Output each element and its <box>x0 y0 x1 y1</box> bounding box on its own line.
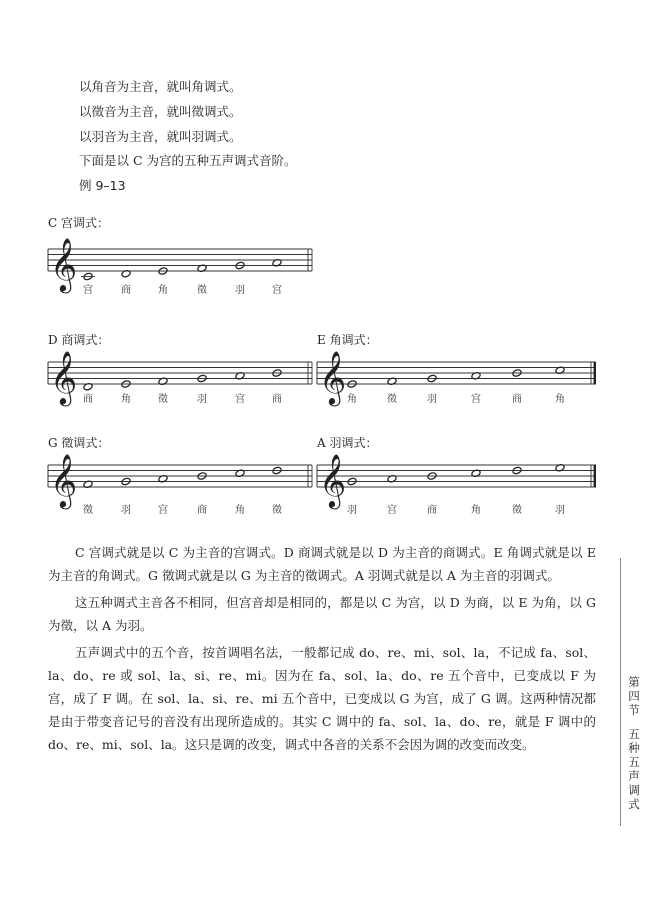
mode-title-g-zhi: G 徵调式： <box>48 436 110 450</box>
mode-title-a-yu: A 羽调式： <box>317 436 378 450</box>
note-label: 宫 <box>387 505 397 516</box>
staff-1 <box>48 350 312 406</box>
example-label: 例 9–13 <box>79 178 126 193</box>
paragraph-2: 这五种调式主音各不相同，但宫音却是相同的，都是以 C 为宫，以 D 为商，以 E 为角，以 G 为徵，以 A 为羽。 <box>48 595 596 633</box>
note-label: 角 <box>347 394 357 405</box>
staff-0 <box>48 237 312 296</box>
treble-clef-icon: 𝄞 <box>50 350 78 404</box>
note-label: 宫 <box>158 505 168 516</box>
note-label: 宫 <box>83 285 93 296</box>
intro-line-2: 以徵音为主音，就叫徵调式。 <box>79 104 242 119</box>
note-label: 羽 <box>235 285 245 296</box>
side-section-label: 第四节 <box>628 675 640 717</box>
note-label: 角 <box>235 505 245 516</box>
note-label: 商 <box>272 394 282 405</box>
note-label: 商 <box>83 394 93 405</box>
note-label: 徵 <box>387 394 397 405</box>
note-label: 商 <box>512 394 522 405</box>
note-label: 商 <box>121 285 131 296</box>
paragraph-1: C 宫调式就是以 C 为主音的宫调式。D 商调式就是以 D 为主音的商调式。E 角调式就是以 E 为主音的角调式。G 徵调式就是以 G 为主音的徵调式。A 羽调式就是以 A 为主音的羽调式。 <box>48 545 596 583</box>
side-section-title: 五种五声调式 <box>628 727 640 811</box>
note-label: 徵 <box>512 505 522 516</box>
paragraph-3: 五声调式中的五个音，按首调唱名法，一般都记成 do、re、mi、sol、la，不记成 fa、sol、la、do、re 或 sol、la、si、re、mi。因为在 fa、sol、la、do、re 五个音中，已变成以 F 为宫，成了 F 调。在 sol、la、si、re、mi 五个音中，已变成以 G 为宫，成了 G 调。这两种情况都是由于带变音记号的音没有出现所造成的。其实 C 调中的 fa、sol、la、do、re，就是 F 调中的 do、re、mi、sol、la。这只是调的改变，调式中各音的关系不会因为调的改变而改变。 <box>48 645 596 752</box>
staff-4 <box>317 453 596 516</box>
note-label: 徵 <box>272 505 282 516</box>
note-label: 商 <box>427 505 437 516</box>
intro-line-3: 以羽音为主音，就叫羽调式。 <box>79 129 242 144</box>
side-rule <box>620 558 621 826</box>
staff-3 <box>48 453 312 516</box>
mode-title-d-shang: D 商调式： <box>48 333 110 347</box>
intro-line-1: 以角音为主音，就叫角调式。 <box>79 79 242 94</box>
note-label: 角 <box>555 394 565 405</box>
treble-clef-icon: 𝄞 <box>50 453 78 507</box>
note-label: 徵 <box>197 285 207 296</box>
body-text <box>48 541 596 756</box>
note-label: 宫 <box>471 394 481 405</box>
note-label: 宫 <box>272 285 282 296</box>
note-label: 角 <box>121 394 131 405</box>
note-label: 徵 <box>83 505 93 516</box>
note-label: 羽 <box>427 394 437 405</box>
note-label: 商 <box>197 505 207 516</box>
mode-title-e-jue: E 角调式： <box>317 333 378 347</box>
treble-clef-icon: 𝄞 <box>50 237 78 291</box>
note-label: 徵 <box>158 394 168 405</box>
note-label: 宫 <box>235 394 245 405</box>
treble-clef-icon: 𝄞 <box>319 453 347 507</box>
note-label: 羽 <box>121 505 131 516</box>
note-label: 羽 <box>197 394 207 405</box>
note-label: 羽 <box>347 505 357 516</box>
note-label: 角 <box>471 505 481 516</box>
treble-clef-icon: 𝄞 <box>319 350 347 404</box>
note-label: 角 <box>158 285 168 296</box>
note-label: 羽 <box>555 505 565 516</box>
intro-line-4: 下面是以 C 为宫的五种五声调式音阶。 <box>79 153 297 168</box>
staff-2 <box>317 350 596 406</box>
mode-title-c-gong: C 宫调式： <box>48 216 109 230</box>
